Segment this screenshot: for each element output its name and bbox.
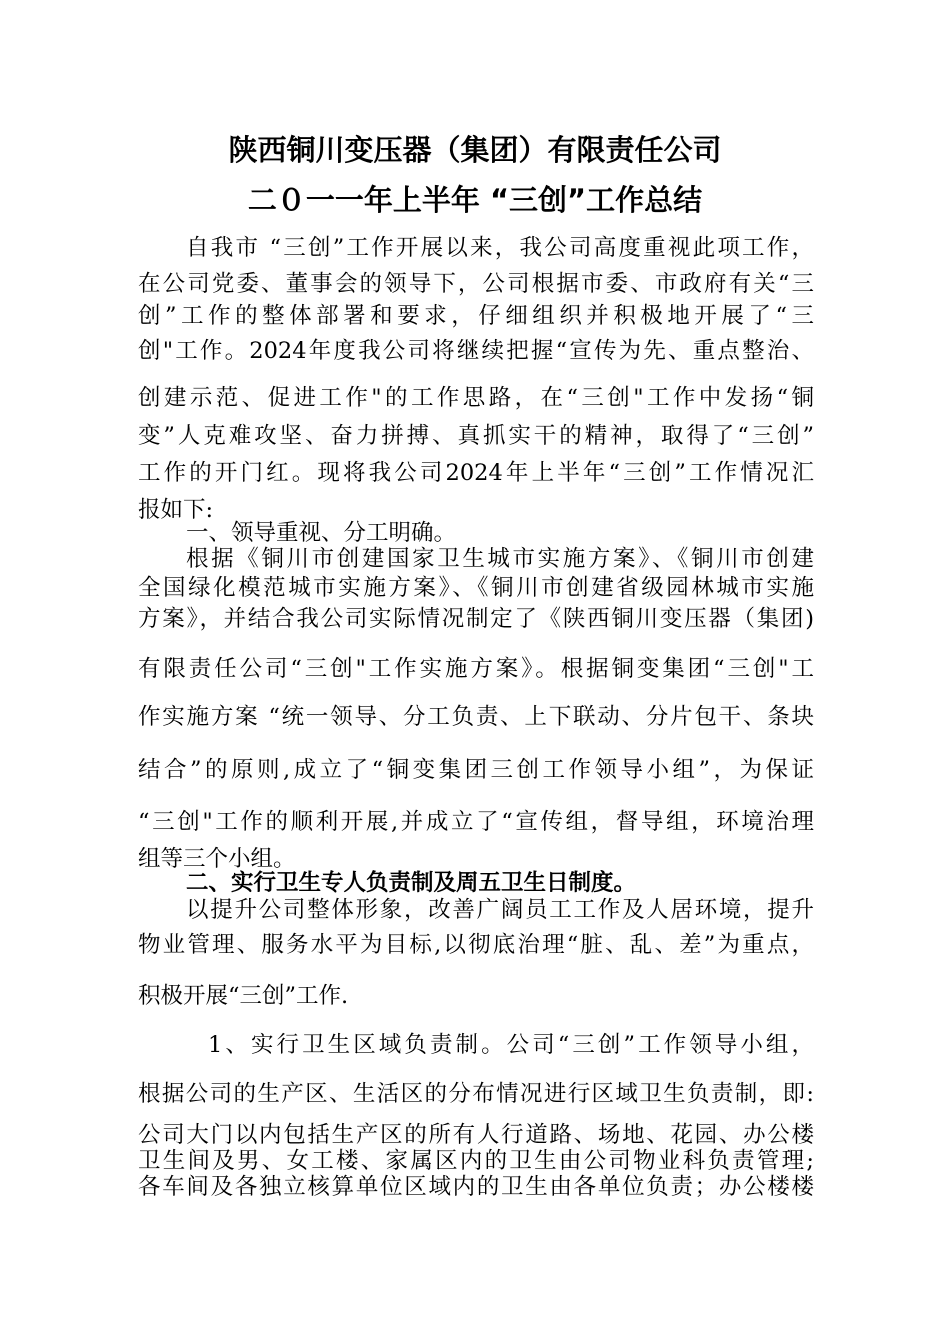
body-line: 物业管理、服务水平为目标,以彻底治理“脏、乱、差”为重点， xyxy=(138,932,814,958)
body-line: “三创"工作的顺利开展,并成立了“宣传组，督导组，环境治理 xyxy=(138,809,814,835)
body-line: 各车间及各独立核算单位区域内的卫生由各单位负责；办公楼楼 xyxy=(138,1174,814,1200)
body-line: 公司大门以内包括生产区的所有人行道路、场地、花园、办公楼 xyxy=(138,1122,814,1148)
body-line: 根据公司的生产区、生活区的分布情况进行区域卫生负责制，即: xyxy=(138,1081,814,1107)
body-line: 以提升公司整体形象，改善广阔员工工作及人居环境，提升 xyxy=(186,897,814,923)
document-title-line-2: 二０一一年上半年 “三创”工作总结 xyxy=(247,183,703,217)
body-line: 结合”的原则,成立了“铜变集团三创工作领导小组”，为保证 xyxy=(138,757,814,783)
body-line: 作实施方案 “统一领导、分工负责、上下联动、分片包干、条块 xyxy=(138,704,814,730)
body-line: 自我市 “三创”工作开展以来，我公司高度重视此项工作， xyxy=(186,235,814,261)
body-line: 根据《铜川市创建国家卫生城市实施方案》、《铜川市创建 xyxy=(186,546,814,572)
body-line: 创”工作的整体部署和要求，仔细组织并积极地开展了“三 xyxy=(138,303,814,329)
document-title-line-1: 陕西铜川变压器（集团）有限责任公司 xyxy=(228,133,722,167)
body-line: 在公司党委、董事会的领导下，公司根据市委、市政府有关“三 xyxy=(138,271,814,297)
body-line: 工作的开门红。现将我公司2024年上半年“三创”工作情况汇 xyxy=(138,460,814,486)
body-line: 变”人克难攻坚、奋力拼搏、真抓实干的精神，取得了“三创” xyxy=(138,423,814,449)
body-line: 有限责任公司“三创"工作实施方案》。根据铜变集团“三创"工 xyxy=(138,656,814,682)
body-line: 卫生间及男、女工楼、家属区内的卫生由公司物业科负责管理; xyxy=(138,1148,814,1174)
body-line: 全国绿化模范城市实施方案》、《铜川市创建省级园林城市实施 xyxy=(138,575,814,601)
body-line: 积极开展“三创”工作. xyxy=(138,983,349,1009)
body-line: 创"工作。2024年度我公司将继续把握“宣传为先、重点整治、 xyxy=(138,338,814,364)
body-line: 创建示范、促进工作"的工作思路，在“三创"工作中发扬“铜 xyxy=(138,385,814,411)
section-heading: 一、领导重视、分工明确。 xyxy=(186,520,457,546)
body-line: 1、实行卫生区域负责制。公司“三创”工作领导小组， xyxy=(208,1032,814,1058)
section-heading: 二、实行卫生专人负责制及周五卫生日制度。 xyxy=(186,870,637,896)
body-line: 方案》，并结合我公司实际情况制定了《陕西铜川变压器（集团) xyxy=(138,606,814,632)
body-line: 组等三个小组。 xyxy=(138,846,296,872)
body-line: 报如下: xyxy=(138,497,214,523)
